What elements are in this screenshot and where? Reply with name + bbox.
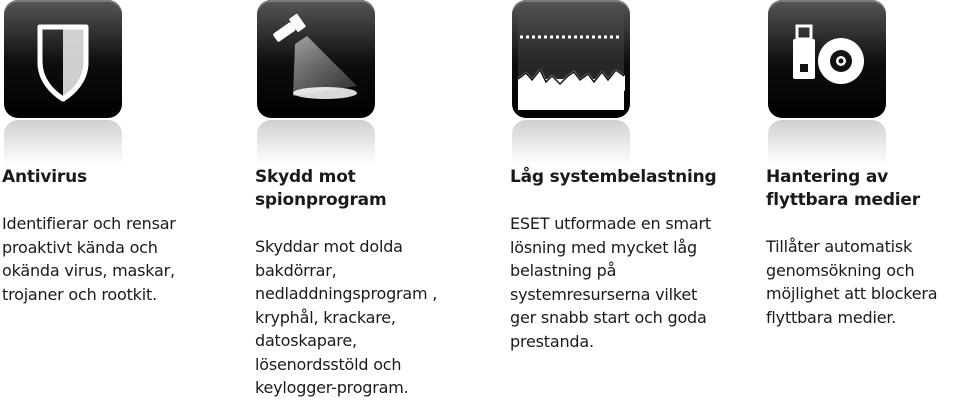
feature-description: Tillåter automatisk genomsökning och möjlighet att blockera flyttbara medier.: [766, 237, 938, 327]
shield-icon: [4, 0, 122, 118]
feature-antivirus: [0, 0, 240, 402]
icon-reflection: [768, 120, 886, 165]
feature-removable-media: [766, 0, 960, 402]
feature-title: Antivirus: [2, 167, 87, 187]
feature-title: Skydd mot spionprogram: [255, 167, 387, 210]
icon-reflection: [512, 120, 630, 165]
feature-description: Skyddar mot dolda bakdörrar, nedladdningsprogram , kryphål, krackare, datoskapare, lösenordsstöld och keylogger-program.: [255, 237, 438, 397]
flashlight-icon: [257, 0, 375, 118]
feature-low-system-load: [510, 0, 750, 402]
feature-description: ESET utformade en smart lösning med mycket låg belastning på systemresurserna vilket ger snabb start och goda prestanda.: [510, 214, 711, 351]
removable-media-icon: [768, 0, 886, 118]
icon-reflection: [4, 120, 122, 165]
feature-title: Hantering av flyttbara medier: [766, 167, 920, 210]
icon-reflection: [257, 120, 375, 165]
feature-description: Identifierar och rensar proaktivt kända och okända virus, maskar, trojaner och rootkit.: [2, 214, 176, 304]
feature-title: Låg systembelastning: [510, 167, 717, 187]
feature-spyware: [255, 0, 495, 402]
system-load-graph-icon: [512, 0, 630, 118]
